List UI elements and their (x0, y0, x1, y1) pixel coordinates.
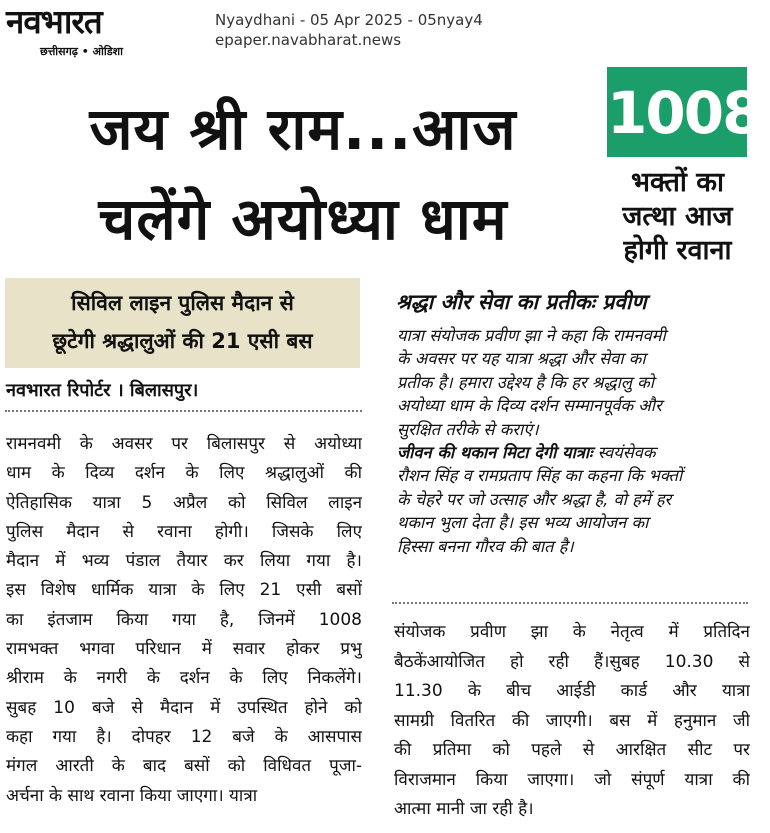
body-line: विराजमान किया जाएगा। जो संपूर्ण यात्रा की (394, 769, 750, 790)
subheadline-line: सिविल लाइन पुलिस मैदान से (71, 291, 294, 315)
quote-line: अयोध्या धाम के दिव्य दर्शन सम्मानपूर्वक और (397, 396, 662, 416)
sub-title: जीवन की थकान मिटा देगी यात्राः (397, 442, 593, 462)
body-line: अर्चना के साथ रवाना किया जाएगा। यात्रा (6, 785, 258, 806)
body-line: रामभक्त भगवा परिधान में सवार होकर प्रभु (6, 639, 362, 660)
headline-line-2: चलेंगे अयोध्या धाम (98, 185, 508, 253)
subheadline-box (5, 278, 360, 368)
headline-line-1: जय श्री राम...आज (89, 95, 517, 163)
section-title: श्रद्धा और सेवा का प्रतीकः प्रवीण (396, 290, 647, 314)
quote-line: रौशन सिंह व रामप्रताप सिंह का कहना कि भक्तों (397, 466, 683, 486)
dotted-divider (392, 602, 748, 604)
quote-line: प्रतीक है। हमारा उद्देश्य है कि हर श्रद्धालु को (397, 372, 655, 392)
edition-info (215, 10, 483, 50)
quote-line (397, 441, 747, 464)
quote-fragment: स्वयंसेवक (597, 442, 656, 462)
body-line: धाम के दिव्य दर्शन के लिए श्रद्धालुओं की (6, 463, 362, 484)
caption-line: भक्तों का (631, 167, 724, 198)
dotted-divider (5, 410, 362, 412)
body-line: श्रीराम के नगरी के दर्शन के लिए निकलेंगे। (6, 668, 362, 689)
body-line: सामग्री वितरित की जाएगी। बस में हनुमान जी (394, 710, 750, 731)
subheadline-line: छूटेगी श्रद्धालुओं की 21 एसी बस (52, 329, 313, 353)
body-line: आत्मा मानी जा रही है। (394, 799, 534, 819)
reporter-byline: नवभारत रिपोर्टर । बिलासपुर। (6, 380, 199, 401)
body-line: इस विशेष धार्मिक यात्रा के लिए 21 एसी बसों (6, 580, 362, 601)
logo-text: नवभारत (6, 2, 102, 41)
article-body-left (6, 430, 362, 811)
body-line: कहा गया है। दोपहर 12 बजे के आसपास (6, 726, 362, 747)
body-line: रामनवमी के अवसर पर बिलासपुर से अयोध्या (6, 434, 362, 454)
edition-url[interactable]: epaper.navabharat.news (215, 31, 402, 49)
body-line: मंगल आरती के बाद बसों को विधिवत पूजा- (6, 756, 362, 777)
quote-line: यात्रा संयोजक प्रवीण झा ने कहा कि रामनवमी (397, 326, 666, 345)
devotee-count-caption (600, 166, 755, 268)
quote-line: हिस्सा बनना गौरव की बात है। (397, 536, 574, 556)
quote-line: के अवसर पर यह यात्रा श्रद्धा और सेवा का (397, 349, 646, 369)
body-line: ऐतिहासिक यात्रा 5 अप्रैल को सिविल लाइन (6, 492, 362, 513)
masthead-logo (0, 0, 198, 64)
body-line: सुबह 10 बजे से मैदान में उपस्थित होने को (6, 697, 362, 718)
edition-line: Nyaydhani - 05 Apr 2025 - 05nyay4 (215, 11, 483, 29)
article-body-right (394, 618, 750, 825)
body-line: 11.30 के बीच आईडी कार्ड और यात्रा (394, 681, 750, 701)
body-line: का इंतजाम किया गया है, जिनमें 1008 (6, 609, 362, 630)
body-line: बैठकेंआयोजित हो रही हैं।सुबह 10.30 से (394, 651, 750, 672)
body-line: की प्रतिमा को पहले से आरक्षित सीट पर (394, 740, 750, 760)
body-line: मैदान में भव्य पंडाल तैयार कर लिया गया है। (6, 551, 362, 572)
caption-line: होगी रवाना (623, 235, 732, 266)
body-line: पुलिस मैदान से रवाना होगी। जिसके लिए (6, 521, 362, 542)
quote-block (397, 324, 747, 558)
quote-line: थकान भुला देता है। इस भव्य आयोजन का (397, 513, 649, 533)
region-label: छत्तीसगढ़ • ओडिशा (40, 45, 123, 58)
devotee-count-badge: 1008 (607, 67, 747, 157)
quote-line: सुरक्षित तरीके से कराएं। (397, 419, 539, 439)
headline (8, 84, 598, 264)
caption-line: जत्था आज (622, 201, 733, 232)
quote-line: के चेहरे पर जो उत्साह और श्रद्धा है, वो हमें हर (397, 489, 672, 509)
body-line: संयोजक प्रवीण झा के नेतृत्व में प्रतिदिन (394, 622, 750, 642)
